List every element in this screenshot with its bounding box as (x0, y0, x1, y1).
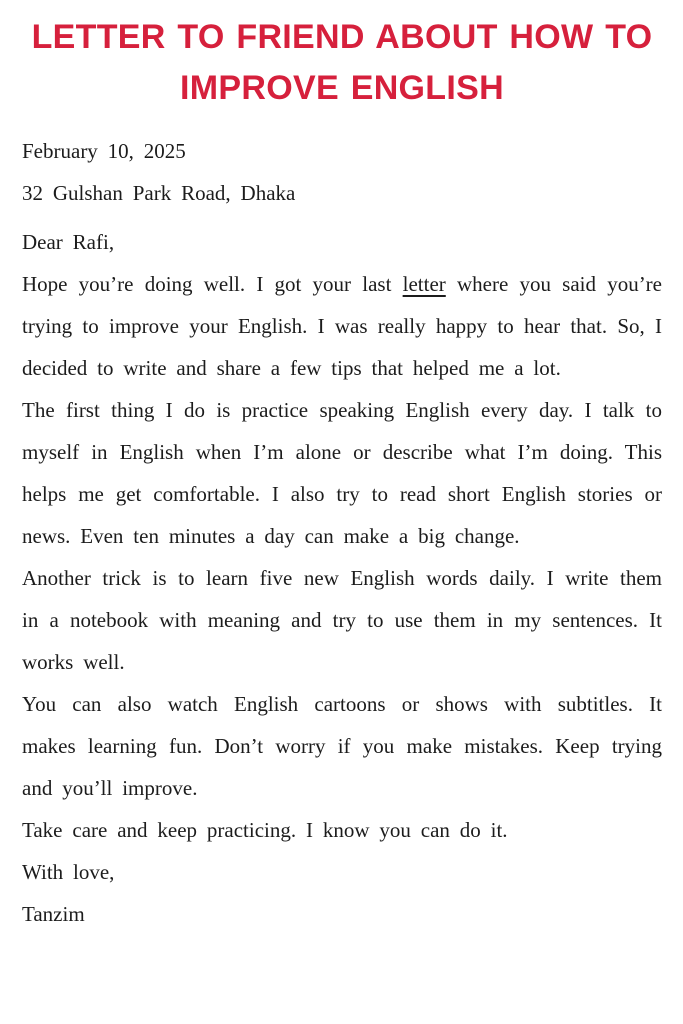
paragraph-text-before-link: Hope you’re doing well. I got your last (22, 272, 403, 296)
letter-paragraph-3: Another trick is to learn five new English words daily. I write them in a notebook with meaning and try to use them in my sentences. It works well. (22, 566, 662, 674)
letter-paragraph-4: You can also watch English cartoons or shows with subtitles. It makes learning fun. Don’t worry if you make mistakes. Keep trying and you’ll improve. (22, 692, 662, 800)
paragraph-text-after-link: where you said you’re trying to improve your English. I was really happy to hear that. So, I decided to write and share a few tips that helped me a lot. (22, 272, 662, 380)
letter-paragraph-5: Take care and keep practicing. I know you can do it. (22, 818, 508, 842)
page-title-line-1: LETTER TO FRIEND ABOUT HOW TO (31, 18, 653, 56)
letter-link[interactable]: letter (402, 272, 446, 296)
letter-paragraph-2: The first thing I do is practice speaking English every day. I talk to myself in English when I’m alone or describe what I’m doing. This helps me get comfortable. I also try to read short English stories or news. Even ten minutes a day can make a big change. (22, 398, 662, 548)
letter-closing: With love, (22, 860, 115, 884)
letter-address: 32 Gulshan Park Road, Dhaka (22, 181, 296, 205)
page-title (22, 12, 662, 114)
page-title-line-2: IMPROVE ENGLISH (180, 69, 504, 107)
letter-signature: Tanzim (22, 902, 85, 926)
letter-paragraph-1 (22, 263, 662, 389)
letter-date: February 10, 2025 (22, 139, 186, 163)
letter-salutation: Dear Rafi, (22, 230, 115, 254)
